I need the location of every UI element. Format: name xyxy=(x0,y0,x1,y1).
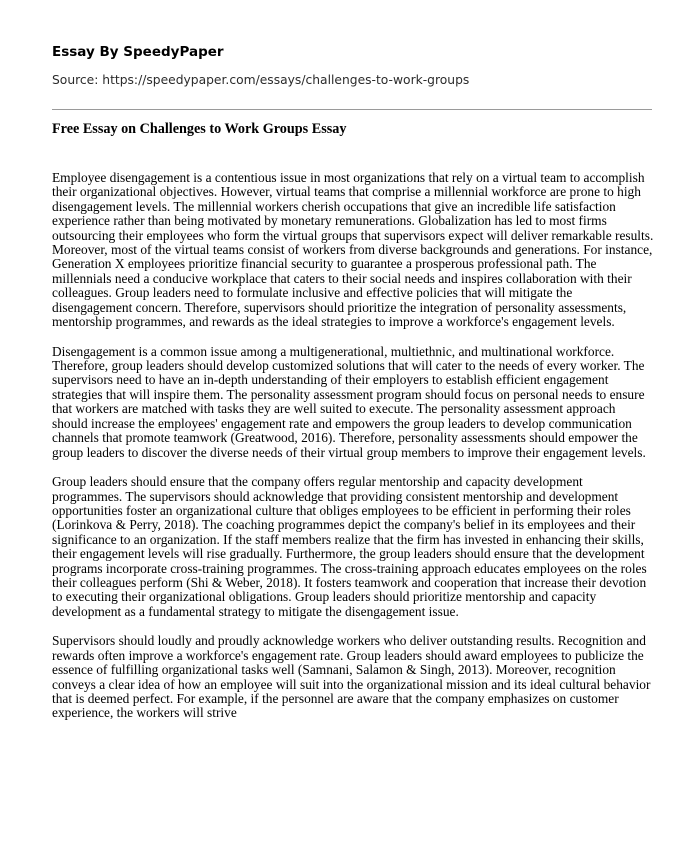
source-line: Source: https://speedypaper.com/essays/challenges-to-work-groups xyxy=(52,73,470,87)
essay-title: Free Essay on Challenges to Work Groups Essay xyxy=(52,121,347,137)
essay-paragraph-2: Disengagement is a common issue among a multigenerational, multiethnic, and multinational workforce. Therefore, group leaders should develop customized solutions that will cater to the needs of every worker. The supervisors need to have an in-depth understanding of their employers to establish efficient engagement strategies that will inspire them. The personality assessment program should focus on personal needs to ensure that workers are matched with tasks they are well suited to execute. The personality assessment approach should increase the employees' engagement rate and empowers the group leaders to develop communication channels that promote teamwork (Greatwood, 2016). Therefore, personality assessments should empower the group leaders to discover the diverse needs of their virtual group members to improve their engagement levels. xyxy=(52,343,646,460)
essay-body xyxy=(52,171,654,736)
header-divider xyxy=(52,109,652,110)
essay-paragraph-4: Supervisors should loudly and proudly acknowledge workers who deliver outstanding results. Recognition and rewards often improve a workforce's engagement rate. Group leaders should award employees to publicize the essence of fulfilling organizational tasks well (Samnani, Salamon & Singh, 2013). Moreover, recognition conveys a clear idea of how an employee will suit into the organizational mission and its ideal cultural behavior that is deemed perfect. For example, if the personnel are aware that the company emphasizes on customer experience, the workers will strive xyxy=(52,633,651,721)
essay-paragraph-1: Employee disengagement is a contentious issue in most organizations that rely on a virtual team to accomplish their organizational objectives. However, virtual teams that comprise a millennial workforce are prone to high disengagement levels. The millennial workers cherish occupations that give an incredible life satisfaction experience rather than being motivated by monetary remunerations. Globalization has led to most firms outsourcing their employees who form the virtual groups that supervisors expect will deliver remarkable results. Moreover, most of the virtual teams consist of workers from diverse backgrounds and generations. For instance, Generation X employees prioritize financial security to guarantee a prosperous professional path. The millennials need a conducive workplace that caters to their social needs and inspires collaboration with their colleagues. Group leaders need to formulate inclusive and effective policies that will mitigate the disengagement concern. Therefore, supervisors should prioritize the integration of personality assessments, mentorship programmes, and rewards as the ideal strategies to improve a workforce's engagement levels. xyxy=(52,170,654,330)
brand-heading: Essay By SpeedyPaper xyxy=(52,44,224,60)
essay-paragraph-3: Group leaders should ensure that the company offers regular mentorship and capacity development programmes. The supervisors should acknowledge that providing consistent mentorship and development opportunities foster an organizational culture that obliges employees to be efficient in performing their roles (Lorinkova & Perry, 2018). The coaching programmes depict the company's belief in its employees and their significance to an organization. If the staff members realize that the firm has invested in enhancing their skills, their engagement levels will rise gradually. Furthermore, the group leaders should ensure that the development programs incorporate cross-training programmes. The cross-training approach educates employees on the roles their colleagues perform (Shi & Weber, 2018). It fosters teamwork and cooperation that increase their devotion to executing their organizational obligations. Group leaders should prioritize mentorship and capacity development as a fundamental strategy to mitigate the disengagement issue. xyxy=(52,474,647,619)
